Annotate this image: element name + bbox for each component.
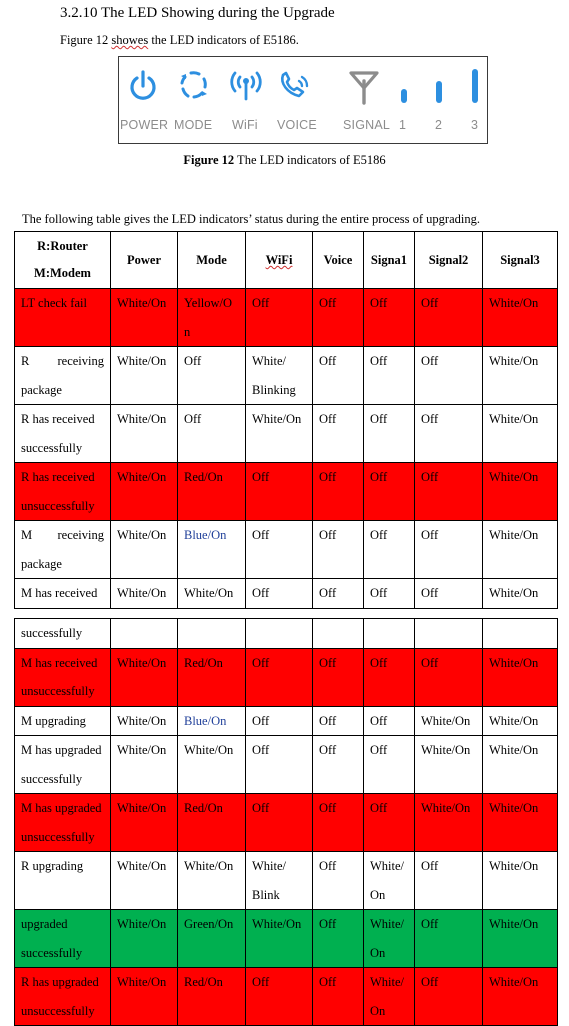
led-status-table-part1 bbox=[14, 231, 558, 609]
header-signal1: Signa1 bbox=[364, 232, 415, 289]
cell-voice: Off bbox=[313, 463, 364, 521]
cell-signal1: Off bbox=[364, 289, 415, 347]
figure-intro-end: the LED indicators of E5186. bbox=[148, 33, 299, 47]
voice-label: VOICE bbox=[277, 118, 317, 132]
cell-power: White/On bbox=[111, 463, 178, 521]
cell-voice: Off bbox=[313, 521, 364, 579]
cell-signal3: White/On bbox=[483, 579, 558, 609]
cell-mode: Green/On bbox=[178, 910, 246, 968]
cell-mode: White/On bbox=[178, 736, 246, 794]
spelling-flag: showes bbox=[111, 33, 149, 47]
cell-state: M has received bbox=[15, 579, 111, 609]
mode-label: MODE bbox=[174, 118, 213, 132]
signal-bar-2 bbox=[436, 81, 442, 103]
cell-power: White/On bbox=[111, 910, 178, 968]
header-wifi: WiFi bbox=[246, 232, 313, 289]
header-mode: Mode bbox=[178, 232, 246, 289]
cell-state: R receiving package bbox=[15, 347, 111, 405]
cell-state: successfully bbox=[15, 619, 111, 649]
cell-signal2: Off bbox=[415, 910, 483, 968]
table-row bbox=[15, 706, 558, 736]
cell-signal1: White/ On bbox=[364, 852, 415, 910]
cell-mode: White/On bbox=[178, 852, 246, 910]
cell-wifi: Off bbox=[246, 648, 313, 706]
cell-signal3: White/On bbox=[483, 521, 558, 579]
cell-signal2: Off bbox=[415, 521, 483, 579]
cell-signal3: White/On bbox=[483, 706, 558, 736]
signal-1-label: 1 bbox=[399, 118, 407, 132]
table-row bbox=[15, 736, 558, 794]
cell-signal1: Off bbox=[364, 347, 415, 405]
cell-state: M has upgraded unsuccessfully bbox=[15, 794, 111, 852]
table-row bbox=[15, 463, 558, 521]
cell-wifi: Off bbox=[246, 736, 313, 794]
cell-power: White/On bbox=[111, 521, 178, 579]
table-row bbox=[15, 579, 558, 609]
cell-signal3: White/On bbox=[483, 852, 558, 910]
cell-voice: Off bbox=[313, 706, 364, 736]
cell-wifi: Off bbox=[246, 521, 313, 579]
cell-signal3: White/On bbox=[483, 347, 558, 405]
cell-signal1: Off bbox=[364, 706, 415, 736]
figure-caption-number: Figure 12 bbox=[183, 153, 235, 167]
cell-mode: White/On bbox=[178, 579, 246, 609]
cell-signal3: White/On bbox=[483, 736, 558, 794]
cell-signal3: White/On bbox=[483, 405, 558, 463]
signal-bar-3 bbox=[472, 69, 478, 103]
header-legend: R:Router M:Modem bbox=[15, 232, 111, 289]
cell-power: White/On bbox=[111, 706, 178, 736]
cell-power: White/On bbox=[111, 579, 178, 609]
cell-signal3: White/On bbox=[483, 648, 558, 706]
cell-signal1: Off bbox=[364, 736, 415, 794]
cell-state: upgraded successfully bbox=[15, 910, 111, 968]
cell-signal2: Off bbox=[415, 463, 483, 521]
figure-intro bbox=[60, 33, 299, 48]
header-signal2: Signal2 bbox=[415, 232, 483, 289]
cell-wifi: White/ Blink bbox=[246, 852, 313, 910]
cell-state: M has received unsuccessfully bbox=[15, 648, 111, 706]
cell-power: White/On bbox=[111, 405, 178, 463]
cell-voice: Off bbox=[313, 289, 364, 347]
table-header-row bbox=[15, 232, 558, 289]
cell-power: White/On bbox=[111, 736, 178, 794]
cell-power: White/On bbox=[111, 852, 178, 910]
cell-wifi: White/On bbox=[246, 910, 313, 968]
led-status-table-part2 bbox=[14, 618, 558, 1026]
cell-mode: Red/On bbox=[178, 463, 246, 521]
cell-state: M upgrading bbox=[15, 706, 111, 736]
cell-voice: Off bbox=[313, 648, 364, 706]
cell-signal2: White/On bbox=[415, 736, 483, 794]
wifi-icon bbox=[227, 67, 265, 103]
cell-voice: Off bbox=[313, 736, 364, 794]
cell-voice: Off bbox=[313, 852, 364, 910]
section-heading: 3.2.10 The LED Showing during the Upgrade bbox=[60, 5, 335, 21]
cell-mode: Red/On bbox=[178, 968, 246, 1026]
cell-power: White/On bbox=[111, 794, 178, 852]
cell-state: R has upgraded unsuccessfully bbox=[15, 968, 111, 1026]
cell-mode: Yellow/O n bbox=[178, 289, 246, 347]
cell-signal1: Off bbox=[364, 794, 415, 852]
cell-wifi: Off bbox=[246, 706, 313, 736]
cell-voice: Off bbox=[313, 968, 364, 1026]
signal-3-label: 3 bbox=[471, 118, 479, 132]
cell-signal1: Off bbox=[364, 405, 415, 463]
cell-signal1: White/ On bbox=[364, 910, 415, 968]
mode-icon bbox=[177, 68, 211, 102]
figure-caption bbox=[0, 153, 569, 168]
table-row bbox=[15, 289, 558, 347]
cell-wifi: Off bbox=[246, 579, 313, 609]
signal-2-label: 2 bbox=[435, 118, 443, 132]
cell-state: M has upgraded successfully bbox=[15, 736, 111, 794]
cell-mode: Blue/On bbox=[178, 706, 246, 736]
cell-signal2: White/On bbox=[415, 706, 483, 736]
signal-bar-1 bbox=[401, 89, 407, 103]
cell-mode: Red/On bbox=[178, 648, 246, 706]
cell-voice: Off bbox=[313, 910, 364, 968]
wifi-label: WiFi bbox=[232, 118, 258, 132]
cell-mode: Blue/On bbox=[178, 521, 246, 579]
cell-state: M receiving package bbox=[15, 521, 111, 579]
cell-signal1: Off bbox=[364, 648, 415, 706]
figure-intro-start: Figure 12 bbox=[60, 33, 112, 47]
table-row bbox=[15, 648, 558, 706]
cell-mode: Off bbox=[178, 405, 246, 463]
cell-wifi: White/ Blinking bbox=[246, 347, 313, 405]
table-row bbox=[15, 852, 558, 910]
cell-state: R upgrading bbox=[15, 852, 111, 910]
signal-label: SIGNAL bbox=[343, 118, 391, 132]
cell-signal2: Off bbox=[415, 648, 483, 706]
cell-voice: Off bbox=[313, 347, 364, 405]
figure-caption-text: The LED indicators of E5186 bbox=[234, 153, 386, 167]
cell-signal1: Off bbox=[364, 579, 415, 609]
cell-signal3: White/On bbox=[483, 794, 558, 852]
table-row bbox=[15, 910, 558, 968]
cell-wifi: Off bbox=[246, 794, 313, 852]
cell-state: R has received unsuccessfully bbox=[15, 463, 111, 521]
led-panel-figure bbox=[118, 56, 488, 144]
cell-wifi: Off bbox=[246, 463, 313, 521]
cell-signal2: Off bbox=[415, 852, 483, 910]
table-row bbox=[15, 347, 558, 405]
voice-icon bbox=[277, 69, 313, 103]
table-row bbox=[15, 405, 558, 463]
cell-mode: Red/On bbox=[178, 794, 246, 852]
header-voice: Voice bbox=[313, 232, 364, 289]
header-power: Power bbox=[111, 232, 178, 289]
cell-power: White/On bbox=[111, 289, 178, 347]
table-intro: The following table gives the LED indicators’ status during the entire process of upgrading. bbox=[22, 212, 480, 226]
cell-wifi: Off bbox=[246, 968, 313, 1026]
cell-signal2: White/On bbox=[415, 794, 483, 852]
cell-power: White/On bbox=[111, 968, 178, 1026]
cell-power: White/On bbox=[111, 347, 178, 405]
cell-wifi: White/On bbox=[246, 405, 313, 463]
cell-voice: Off bbox=[313, 794, 364, 852]
cell-voice: Off bbox=[313, 579, 364, 609]
signal-antenna-icon bbox=[348, 69, 380, 105]
power-label: POWER bbox=[120, 118, 169, 132]
table-row bbox=[15, 619, 558, 649]
cell-signal2: Off bbox=[415, 579, 483, 609]
cell-signal1: Off bbox=[364, 521, 415, 579]
table-row bbox=[15, 794, 558, 852]
header-signal3: Signal3 bbox=[483, 232, 558, 289]
cell-signal3: White/On bbox=[483, 463, 558, 521]
cell-signal1: Off bbox=[364, 463, 415, 521]
cell-signal1: White/ On bbox=[364, 968, 415, 1026]
cell-mode: Off bbox=[178, 347, 246, 405]
cell-signal2: Off bbox=[415, 289, 483, 347]
cell-signal3: White/On bbox=[483, 968, 558, 1026]
cell-signal2: Off bbox=[415, 405, 483, 463]
cell-state: LT check fail bbox=[15, 289, 111, 347]
cell-power: White/On bbox=[111, 648, 178, 706]
cell-voice: Off bbox=[313, 405, 364, 463]
table-row bbox=[15, 521, 558, 579]
cell-signal3: White/On bbox=[483, 289, 558, 347]
power-icon bbox=[128, 69, 158, 103]
table-row bbox=[15, 968, 558, 1026]
cell-signal2: Off bbox=[415, 347, 483, 405]
cell-signal3: White/On bbox=[483, 910, 558, 968]
cell-state: R has received successfully bbox=[15, 405, 111, 463]
cell-signal2: Off bbox=[415, 968, 483, 1026]
cell-wifi: Off bbox=[246, 289, 313, 347]
